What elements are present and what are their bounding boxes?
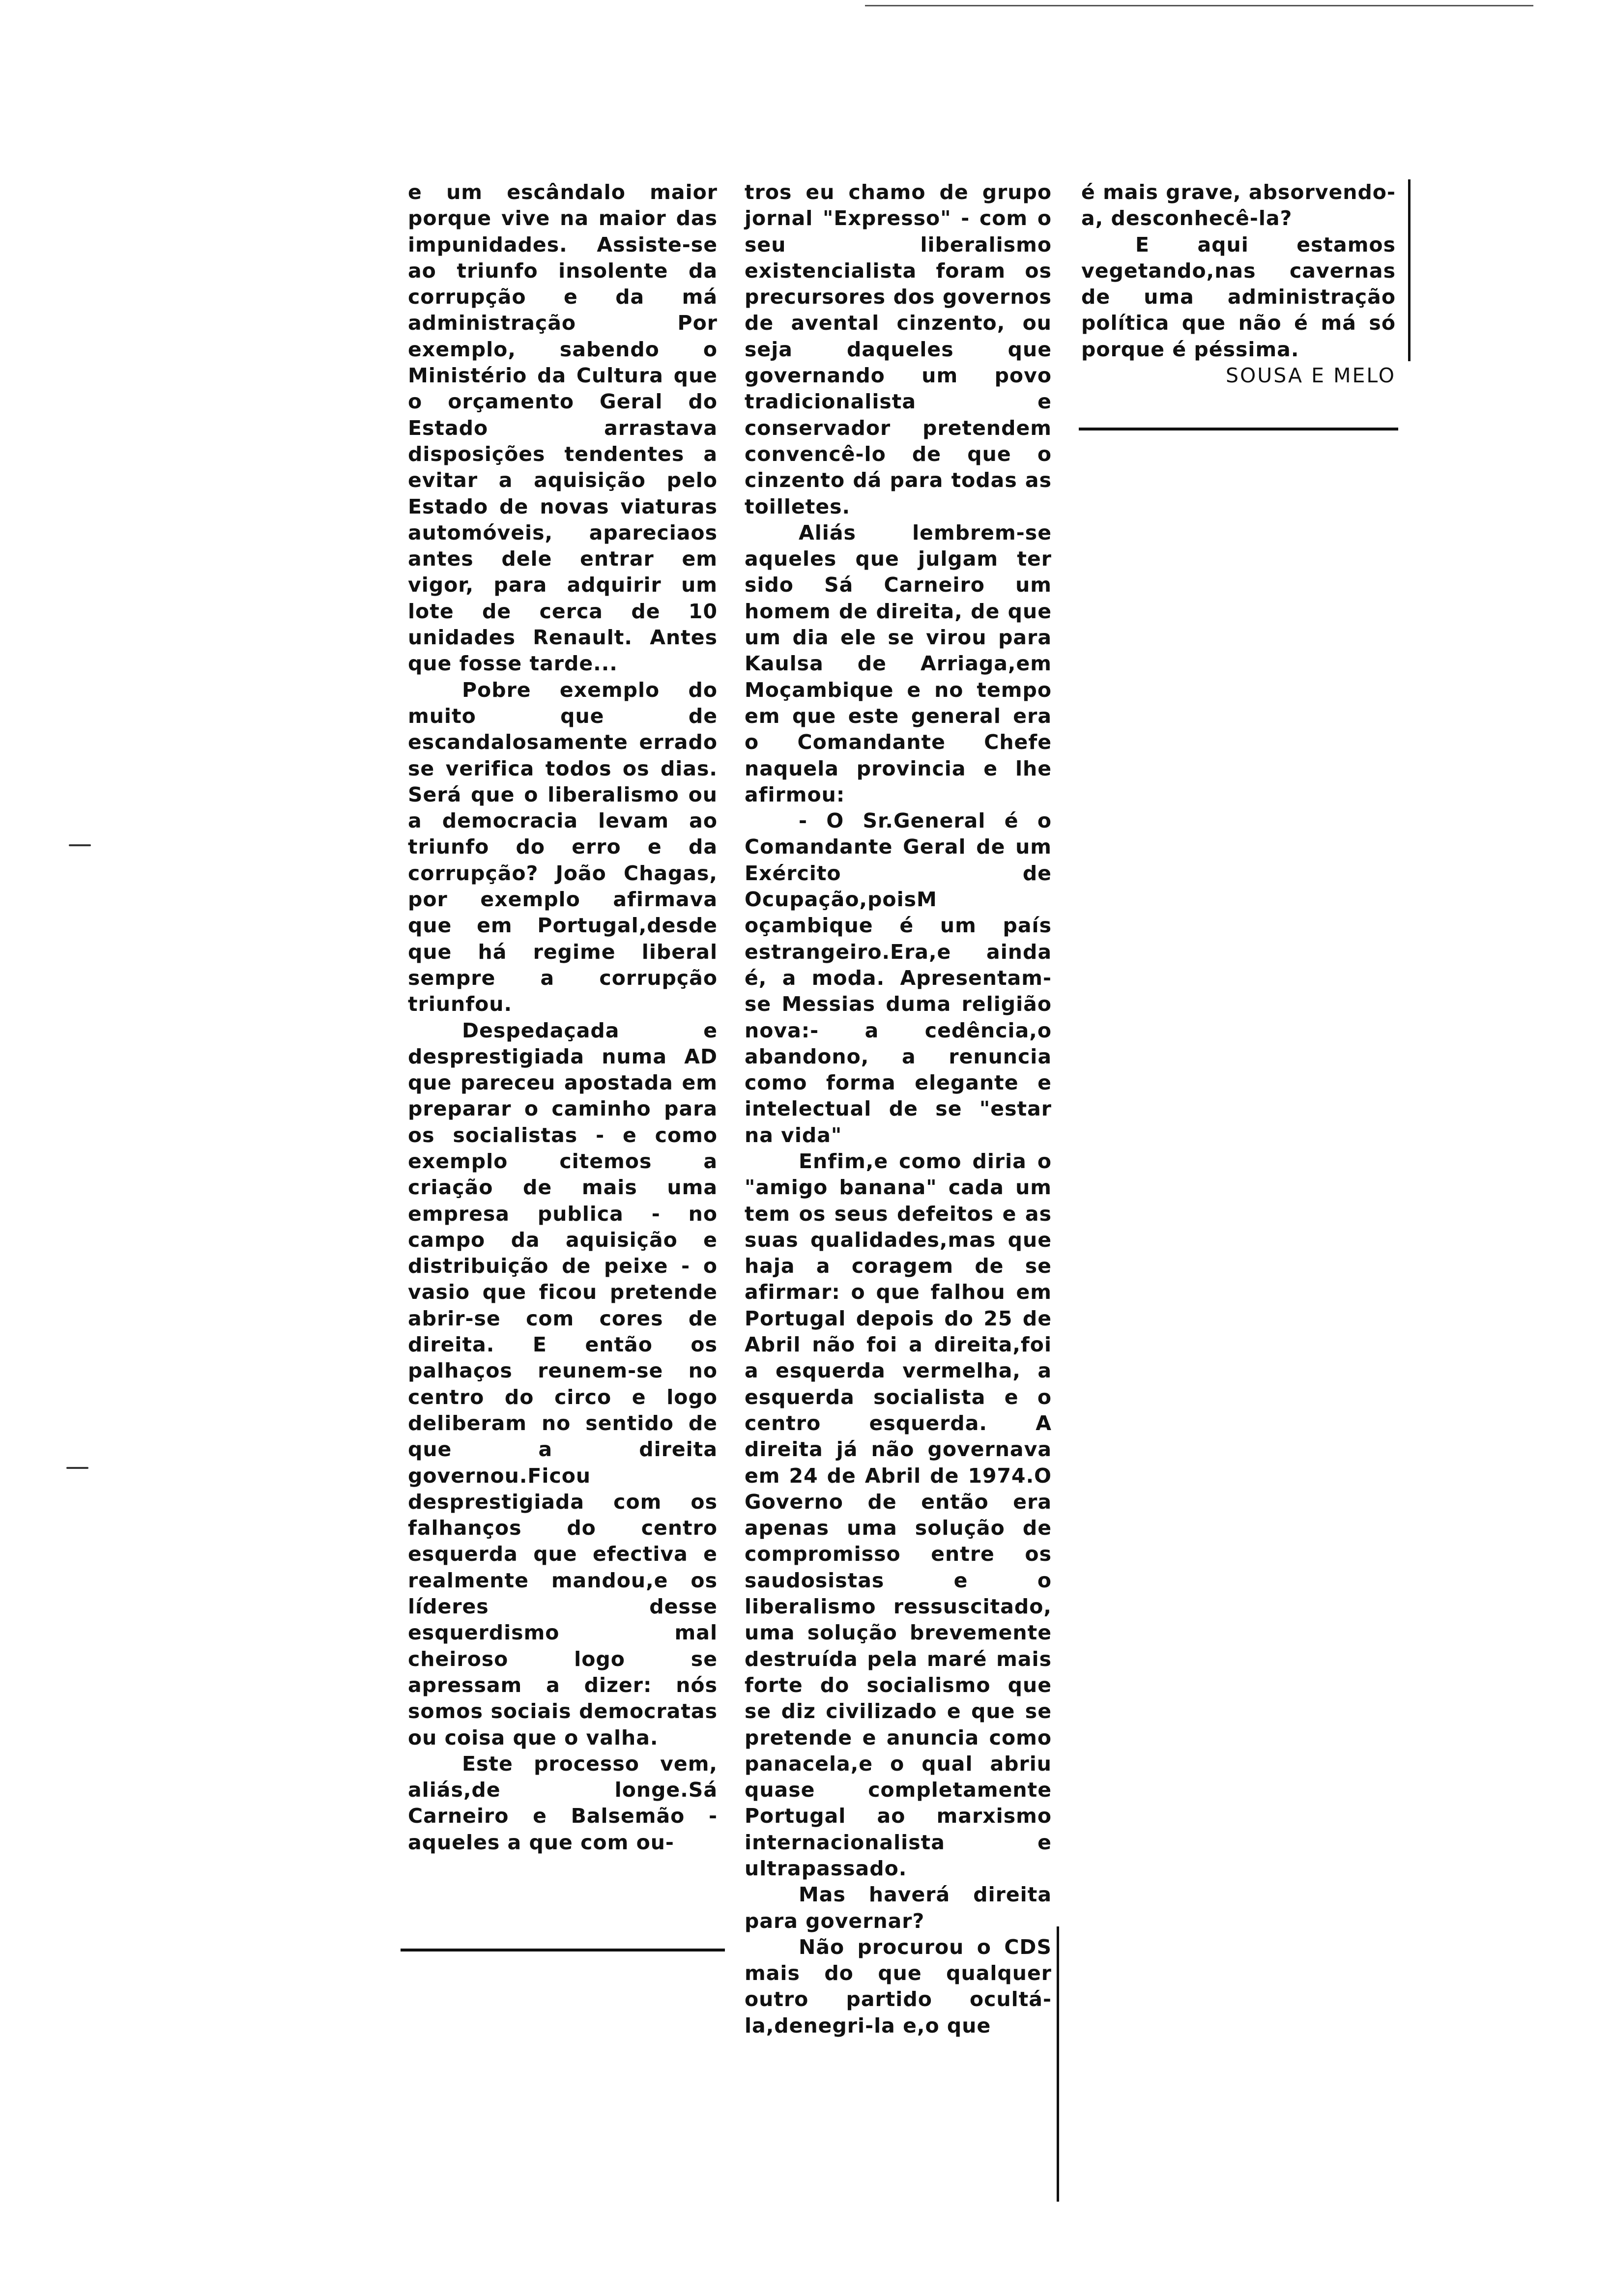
paragraph: e um escândalo maior porque vive na maior das impunidades. Assiste-se ao triunfo insolente da corrupção e da má administração Por exemplo, sabendo o Ministério da Cultura que o orçamento Geral do Estado arrastava disposições tendentes a evitar a aquisição pelo Estado de novas viaturas automóveis, apareciaos antes dele entrar em vigor, para adquirir um lote de cerca de 10 unidades Renault. Antes que fosse tarde... [408,180,718,676]
paragraph: Enfim,e como diria o "amigo banana" cada um tem os seus defeitos e as suas qualidades,mas que haja a coragem de se afirmar: o que falhou em Portugal depois do 25 de Abril não foi a direita,foi a esquerda vermelha, a esquerda socialista e o centro esquerda. A direita já não governava em 24 de Abril de 1974.O Governo de então era apenas uma solução de compromisso entre os saudosistas e o liberalismo ressuscitado, uma solução brevemente destruída pela maré mais forte do socialismo que se diz civilizado e que se pretende e anuncia como panacela,e o qual abriu quase completamente Portugal ao marxismo internacionalista e ultrapassado. [745,1149,1052,1880]
paragraph: Este processo vem, aliás,de longe.Sá Carneiro e Balsemão - aqueles a que com ou- [408,1751,718,1854]
column-side-rule [1408,179,1410,361]
article-end-rule [1079,428,1398,430]
article-column-3 [1081,179,1396,389]
paragraph: é mais grave, absorvendo-a, desconhecê-la? [1081,180,1396,230]
paragraph: Pobre exemplo do muito que de escandalosamente errado se verifica todos os dias. Será que o liberalismo ou a democracia levam ao triunfo do erro e da corrupção? João Chagas, por exemplo afirmava que em Portugal,desde que há regime liberal sempre a corrupção triunfou. [408,678,718,1016]
author-signature: SOUSA E MELO [1225,364,1396,388]
paragraph: E aqui estamos vegetando,nas cavernas de uma administração política que não é má só porque é péssima. [1081,232,1396,361]
column-side-rule [1057,1926,1059,2202]
margin-dash-mark [66,1467,88,1469]
margin-dash-mark [69,844,91,846]
paragraph: Aliás lembrem-se aqueles que julgam ter sido Sá Carneiro um homem de direita, de que um dia ele se virou para Kaulsa de Arriaga,em Moçambique e no tempo em que este general era o Comandante Chefe naquela provincia e lhe afirmou: [745,520,1052,806]
paragraph: Despedaçada e desprestigiada numa AD que pareceu apostada em preparar o caminho para os socialistas - e como exemplo citemos a criação de mais uma empresa publica - no campo da aquisição e distribuição de peixe - o vasio que ficou pretende abrir-se com cores de direita. E então os palhaços reunem-se no centro do circo e logo deliberam no sentido de que a direita governou.Ficou desprestigiada com os falhanços do centro esquerda que efectiva e realmente mandou,e os líderes desse esquerdismo mal cheiroso logo se apressam a dizer: nós somos sociais democratas ou coisa que o valha. [408,1018,718,1750]
paragraph: - O Sr.General é o Comandante Geral de um Exército de Ocupação,poisM oçambique é um país estrangeiro.Era,e ainda é, a moda. Apresentam-se Messias duma religião nova:- a cedência,o abandono, a renuncia como forma elegante e intelectual de se "estar na vida" [745,809,1052,1147]
paragraph: tros eu chamo de grupo jornal "Expresso" - com o seu liberalismo existencialista foram os precursores dos governos de avental cinzento, ou seja daqueles que governando um povo tradicionalista e conservador pretendem convencê-lo de que o cinzento dá para todas as toilletes. [745,180,1052,518]
article-column-1 [408,179,718,1856]
article-column-2 [745,179,1052,2039]
column-end-rule [401,1949,725,1952]
top-border-line [865,5,1533,6]
paragraph: Mas haverá direita para governar? [745,1883,1052,1933]
paragraph: Não procurou o CDS mais do que qualquer outro partido ocultá-la,denegri-la e,o que [745,1935,1052,2038]
